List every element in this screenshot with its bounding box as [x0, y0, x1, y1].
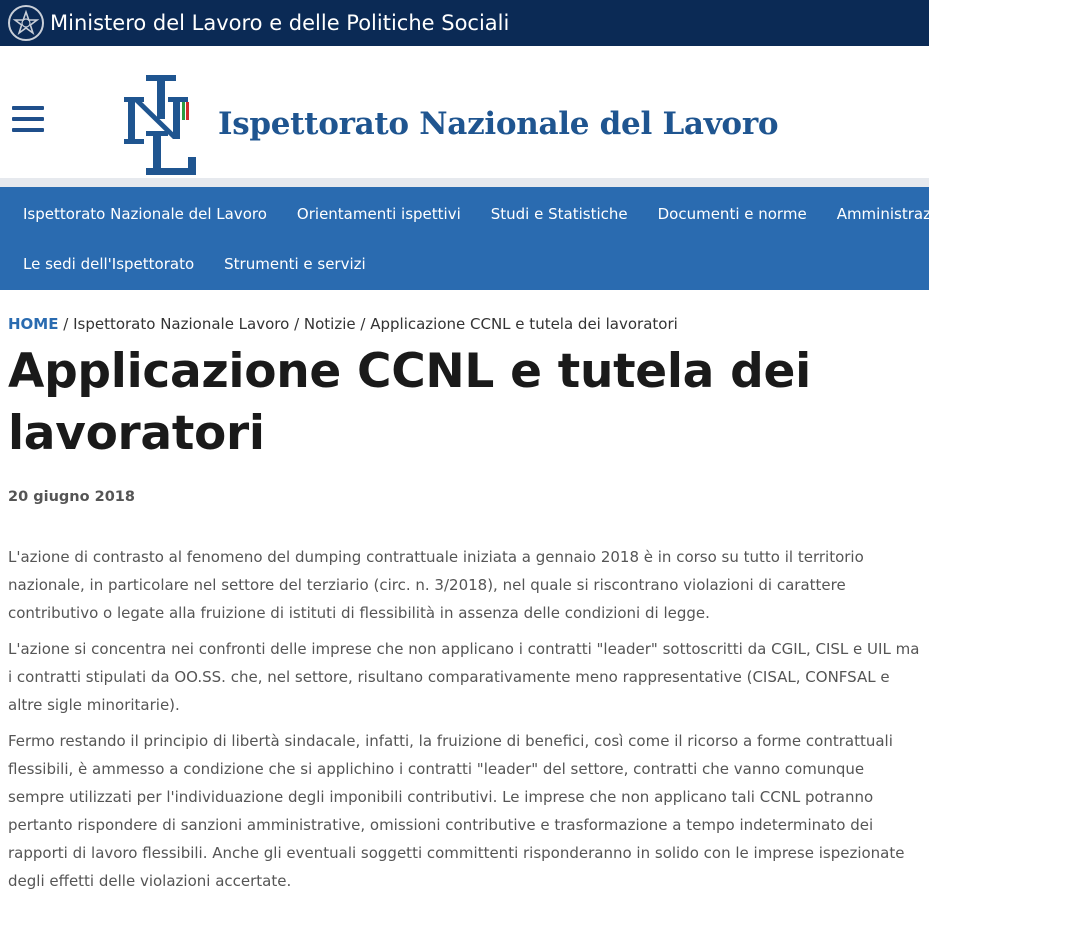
article-date: 20 giugno 2018 — [8, 489, 135, 505]
hamburger-menu-icon[interactable] — [12, 106, 44, 132]
ministry-title[interactable]: Ministero del Lavoro e delle Politiche Sociali — [50, 11, 510, 35]
breadcrumb-current: Applicazione CCNL e tutela dei lavoratori — [370, 315, 678, 333]
header-divider — [0, 178, 929, 187]
nav-row-2 — [0, 250, 381, 279]
site-title[interactable]: Ispettorato Nazionale del Lavoro — [218, 106, 779, 142]
breadcrumb-separator: / — [355, 315, 371, 333]
nav-item-orientamenti[interactable]: Orientamenti ispettivi — [296, 205, 461, 223]
nav-item-ispettorato[interactable]: Ispettorato Nazionale del Lavoro — [23, 205, 267, 223]
republic-emblem-icon[interactable] — [8, 5, 44, 41]
nav-item-documenti[interactable]: Documenti e norme — [657, 205, 807, 223]
inl-logo-icon[interactable] — [124, 75, 198, 175]
breadcrumb-item-ispettorato[interactable]: Ispettorato Nazionale Lavoro — [73, 315, 290, 333]
site-header — [0, 46, 929, 178]
nav-item-amministrazione[interactable]: Amministrazione trasparente — [836, 205, 1056, 223]
main-content — [0, 315, 929, 895]
article-title: Applicazione CCNL e tutela dei lavoratori — [8, 344, 811, 461]
nav-item-studi[interactable]: Studi e Statistiche — [490, 205, 628, 223]
breadcrumb — [8, 315, 921, 333]
ministry-topbar — [0, 0, 929, 46]
breadcrumb-home[interactable]: HOME — [8, 315, 59, 333]
article-paragraph: L'azione di contrasto al fenomeno del dumping contrattuale iniziata a gennaio 2018 è in corso su tutto il territorio nazionale, in particolare nel settore del terziario (circ. n. 3/2018), nel quale si riscontrano violazioni di carattere contributivo o legate alla fruizione di istituti di flessibilità in assenza delle condizioni di legge. — [8, 548, 864, 622]
article-paragraph: Fermo restando il principio di libertà sindacale, infatti, la fruizione di benefici, così come il ricorso a forme contrattuali flessibili, è ammesso a condizione che si applichino i contratti "leader" del settore, contratti che vanno comunque sempre utilizzati per l'individuazione degli imponibili contributivi. Le imprese che non applicano tali CCNL potranno pertanto rispondere di sanzioni amministrative, omissioni contributive e trasformazione a tempo indeterminato dei rapporti di lavoro flessibili. Anche gli eventuali soggetti committenti risponderanno in solido con le imprese ispezionate degli effetti delle violazioni accertate. — [8, 732, 905, 890]
article-body — [8, 543, 920, 895]
nav-item-strumenti[interactable]: Strumenti e servizi — [224, 255, 366, 273]
article-paragraph: L'azione si concentra nei confronti delle imprese che non applicano i contratti "leader" sottoscritti da CGIL, CISL e UIL ma i contratti stipulati da OO.SS. che, nel settore, risultano comparativamente meno rappresentative (CISAL, CONFSAL e altre sigle minoritarie). — [8, 640, 920, 714]
breadcrumb-separator: / — [58, 315, 74, 333]
breadcrumb-item-notizie[interactable]: Notizie — [303, 315, 356, 333]
nav-item-sedi[interactable]: Le sedi dell'Ispettorato — [23, 255, 195, 273]
breadcrumb-separator: / — [289, 315, 304, 333]
nav-row-1 — [0, 200, 1070, 229]
main-navigation — [0, 187, 1056, 290]
